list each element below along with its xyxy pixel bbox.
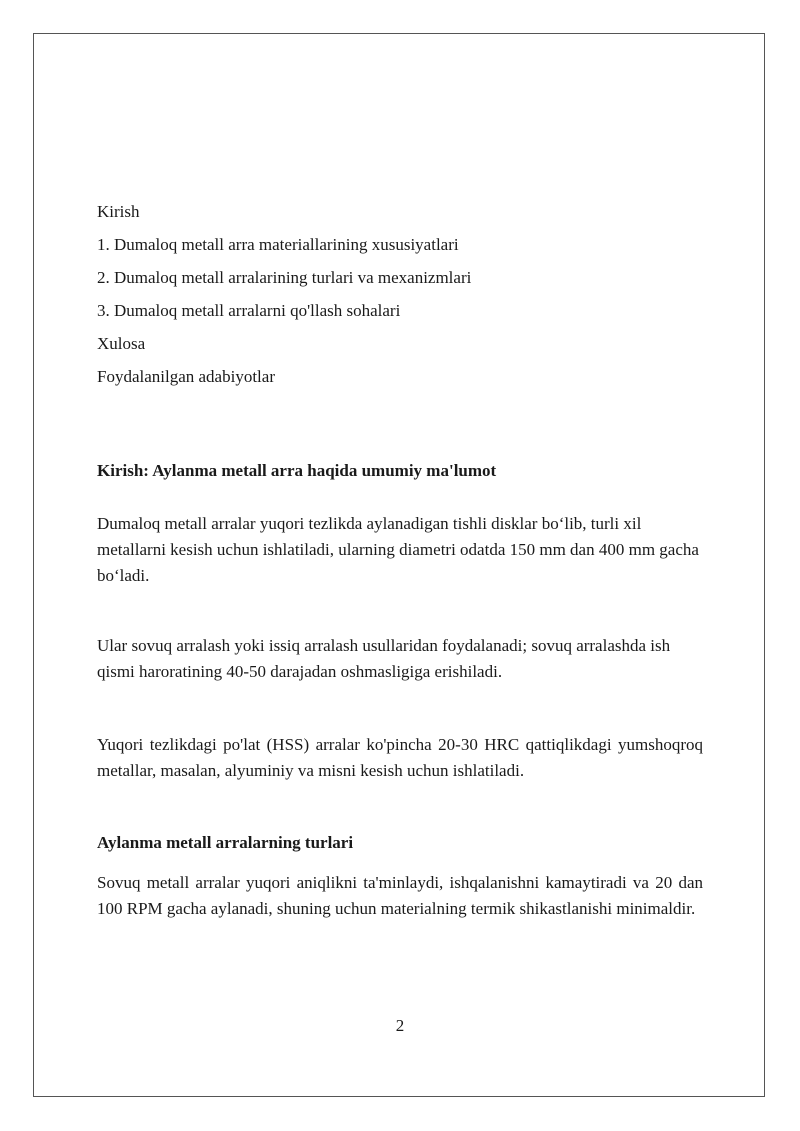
- toc-item-chapter-1: 1. Dumaloq metall arra materiallarining xususiyatlari: [97, 235, 459, 254]
- paragraph: Yuqori tezlikdagi po'lat (HSS) arralar ko'pincha 20-30 HRC qattiqlikdagi yumshoqroq metallar, masalan, alyuminiy va misni kesish uchun ishlatiladi.: [97, 735, 703, 780]
- toc-item-introduction: Kirish: [97, 202, 140, 221]
- page-number: 2: [395, 1016, 405, 1035]
- toc-item-conclusion: Xulosa: [97, 334, 146, 353]
- toc-item-chapter-3: 3. Dumaloq metall arralarni qo'llash sohalari: [97, 301, 401, 320]
- toc-item-chapter-2: 2. Dumaloq metall arralarining turlari va mexanizmlari: [97, 268, 472, 287]
- section-heading-introduction: Kirish: Aylanma metall arra haqida umumiy ma'lumot: [97, 461, 497, 480]
- paragraph: Dumaloq metall arralar yuqori tezlikda aylanadigan tishli disklar bo‘lib, turli xil metallarni kesish uchun ishlatiladi, ularning diametri odatda 150 mm dan 400 mm gacha bo‘ladi.: [97, 514, 699, 585]
- paragraph: Ular sovuq arralash yoki issiq arralash usullaridan foydalanadi; sovuq arralashda ish qismi haroratining 40-50 darajadan oshmasligiga erishiladi.: [97, 636, 671, 681]
- toc-item-references: Foydalanilgan adabiyotlar: [97, 367, 275, 386]
- section-heading-types: Aylanma metall arralarning turlari: [97, 833, 354, 852]
- table-of-contents: [97, 199, 703, 397]
- paragraph: Sovuq metall arralar yuqori aniqlikni ta'minlaydi, ishqalanishni kamaytiradi va 20 dan 100 RPM gacha aylanadi, shuning uchun materialning termik shikastlanishi minimaldir.: [97, 873, 703, 918]
